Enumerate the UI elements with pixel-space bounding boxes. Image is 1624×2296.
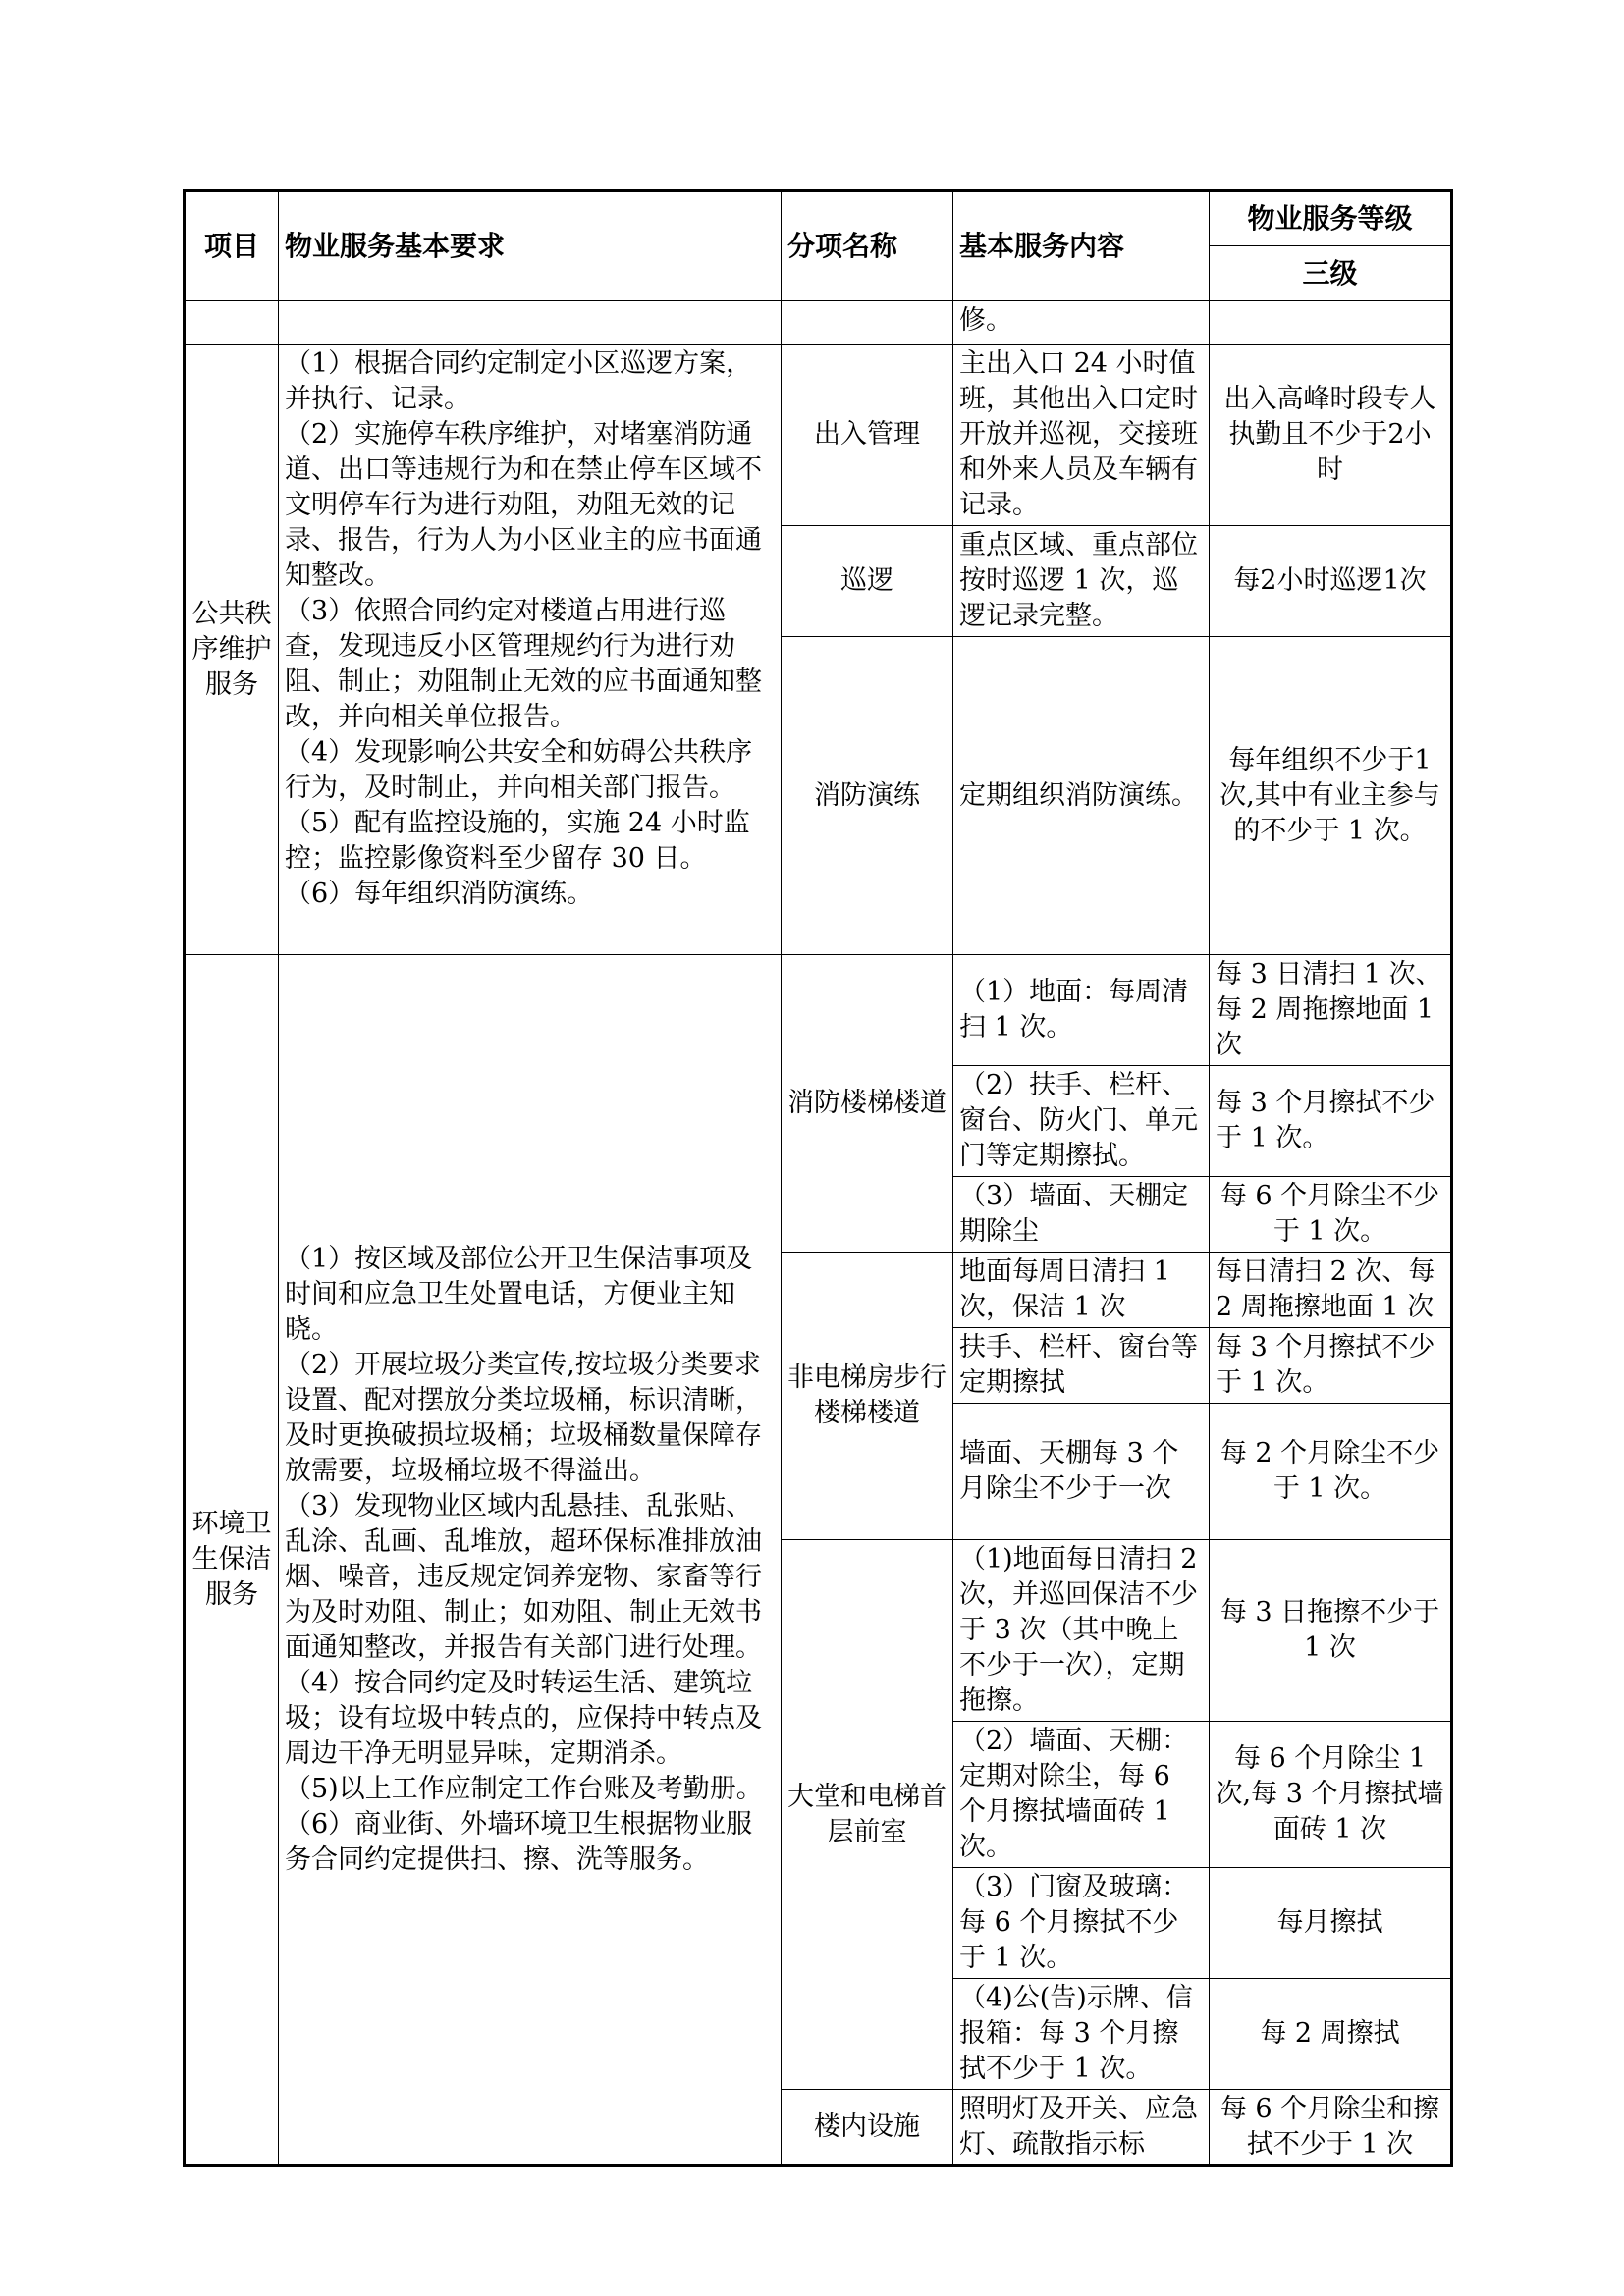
service-content: 重点区域、重点部位按时巡逻 1 次，巡逻记录完整。 — [953, 526, 1210, 637]
cont-content: 修。 — [953, 301, 1210, 345]
cont-project — [185, 301, 279, 345]
item-name: 非电梯房步行楼梯楼道 — [782, 1253, 953, 1540]
header-level: 物业服务等级 — [1210, 191, 1452, 246]
service-content: 主出入口 24 小时值班，其他出入口定时开放并巡视，交接班和外来人员及车辆有记录。 — [953, 345, 1210, 526]
service-level: 每月擦拭 — [1210, 1868, 1452, 1979]
service-level: 出入高峰时段专人执勤且不少于2小时 — [1210, 345, 1452, 526]
requirement-item: （6）每年组织消防演练。 — [285, 879, 594, 909]
item-name: 出入管理 — [782, 345, 953, 526]
item-name: 巡逻 — [782, 526, 953, 637]
service-level: 每 6 个月除尘 1 次,每 3 个月擦拭墙面砖 1 次 — [1210, 1722, 1452, 1868]
item-name: 消防楼梯楼道 — [782, 955, 953, 1253]
service-level: 每 2 周擦拭 — [1210, 1979, 1452, 2090]
header-row — [185, 191, 1452, 246]
service-content: （1）地面：每周清扫 1 次。 — [953, 955, 1210, 1066]
project-env: 环境卫生保洁服务 — [185, 955, 279, 2166]
requirement-item: （6）商业街、外墙环境卫生根据物业服务合同约定提供扫、擦、洗等服务。 — [285, 1809, 753, 1875]
item-name: 楼内设施 — [782, 2090, 953, 2166]
service-content: （3）墙面、天棚定期除尘 — [953, 1177, 1210, 1253]
item-name: 消防演练 — [782, 637, 953, 955]
service-level: 每 2 个月除尘不少于 1 次。 — [1210, 1404, 1452, 1540]
service-level: 每年组织不少于1次,其中有业主参与的不少于 1 次。 — [1210, 637, 1452, 955]
requirement-item: （1）根据合同约定制定小区巡逻方案，并执行、记录。 — [285, 348, 753, 414]
table-row — [185, 345, 1452, 526]
service-content: （2）扶手、栏杆、窗台、防火门、单元门等定期擦拭。 — [953, 1066, 1210, 1177]
requirement-item: （1）按区域及部位公开卫生保洁事项及时间和应急卫生处置电话，方便业主知晓。 — [285, 1244, 753, 1345]
service-content: （4)公(告)示牌、信报箱：每 3 个月擦拭不少于 1 次。 — [953, 1979, 1210, 2090]
cont-requirements — [279, 301, 782, 345]
service-level: 每日清扫 2 次、每 2 周拖擦地面 1 次 — [1210, 1253, 1452, 1328]
continuation-row — [185, 301, 1452, 345]
service-standard-table — [183, 189, 1453, 2167]
service-content: （2）墙面、天棚：定期对除尘，每 6 个月擦拭墙面砖 1 次。 — [953, 1722, 1210, 1868]
header-item: 分项名称 — [782, 191, 953, 301]
requirement-item: （5）配有监控设施的，实施 24 小时监控；监控影像资料至少留存 30 日。 — [285, 808, 750, 874]
requirement-item: （3）依照合同约定对楼道占用进行巡查，发现违反小区管理规约行为进行劝阻、制止；劝阻制止无效的应书面通知整改，并向相关单位报告。 — [285, 596, 762, 732]
service-content: 照明灯及开关、应急灯、疏散指示标 — [953, 2090, 1210, 2166]
service-level: 每 6 个月除尘和擦拭不少于 1 次 — [1210, 2090, 1452, 2166]
header-level-sub: 三级 — [1210, 246, 1452, 301]
project-order: 公共秩序维护服务 — [185, 345, 279, 955]
service-content: 定期组织消防演练。 — [953, 637, 1210, 955]
service-content: 地面每周日清扫 1 次，保洁 1 次 — [953, 1253, 1210, 1328]
cont-item — [782, 301, 953, 345]
cont-level — [1210, 301, 1452, 345]
header-requirements: 物业服务基本要求 — [279, 191, 782, 301]
requirements-order — [279, 345, 782, 955]
service-level: 每 6 个月除尘不少于 1 次。 — [1210, 1177, 1452, 1253]
table-row — [185, 955, 1452, 1066]
requirements-env — [279, 955, 782, 2166]
requirement-item: （4）按合同约定及时转运生活、建筑垃圾；设有垃圾中转点的，应保持中转点及周边干净无明显异味，定期消杀。 — [285, 1668, 762, 1769]
service-content: （3）门窗及玻璃：每 6 个月擦拭不少于 1 次。 — [953, 1868, 1210, 1979]
requirement-item: （2）实施停车秩序维护，对堵塞消防通道、出口等违规行为和在禁止停车区域不文明停车行为进行劝阻，劝阻无效的记录、报告，行为人为小区业主的应书面通知整改。 — [285, 419, 762, 591]
service-content: （1)地面每日清扫 2 次，并巡回保洁不少于 3 次（其中晚上不少于一次），定期拖擦。 — [953, 1540, 1210, 1722]
service-level: 每 3 个月擦拭不少于 1 次。 — [1210, 1066, 1452, 1177]
service-level: 每 3 个月擦拭不少于 1 次。 — [1210, 1328, 1452, 1404]
requirement-item: （3）发现物业区域内乱悬挂、乱张贴、乱涂、乱画、乱堆放，超环保标准排放油烟、噪音，违反规定饲养宠物、家畜等行为及时劝阻、制止；如劝阻、制止无效书面通知整改，并报告有关部门进行处理。 — [285, 1491, 762, 1663]
service-level: 每 3 日清扫 1 次、每 2 周拖擦地面 1 次 — [1210, 955, 1452, 1066]
requirement-item: （5)以上工作应制定工作台账及考勤册。 — [285, 1774, 763, 1804]
item-name: 大堂和电梯首层前室 — [782, 1540, 953, 2090]
service-level: 每 3 日拖擦不少于 1 次 — [1210, 1540, 1452, 1722]
requirement-item: （2）开展垃圾分类宣传,按垃圾分类要求设置、配对摆放分类垃圾桶，标识清晰，及时更换破损垃圾桶；垃圾桶数量保障存放需要，垃圾桶垃圾不得溢出。 — [285, 1350, 762, 1486]
service-content: 扶手、栏杆、窗台等定期擦拭 — [953, 1328, 1210, 1404]
header-project: 项目 — [185, 191, 279, 301]
service-level: 每2小时巡逻1次 — [1210, 526, 1452, 637]
service-content: 墙面、天棚每 3 个月除尘不少于一次 — [953, 1404, 1210, 1540]
requirement-item: （4）发现影响公共安全和妨碍公共秩序行为，及时制止，并向相关部门报告。 — [285, 737, 753, 803]
header-content: 基本服务内容 — [953, 191, 1210, 301]
